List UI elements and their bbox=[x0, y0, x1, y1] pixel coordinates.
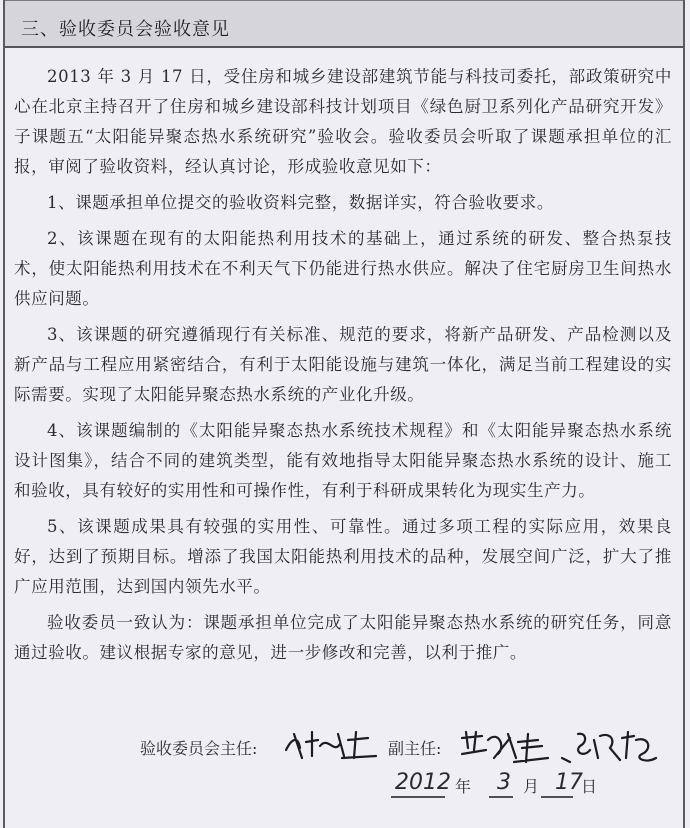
date-row bbox=[395, 768, 675, 804]
date-year-handwritten: 2012 bbox=[395, 770, 451, 795]
paragraph-item-2: 2、该课题在现有的太阳能热利用技术的基础上，通过系统的研发、整合热泵技术，使太阳能热利用技术在不利天气下仍能进行热水供应。解决了住宅厨房卫生间热水供应问题。 bbox=[14, 229, 672, 308]
paragraph-item-4: 4、该课题编制的《太阳能异聚态热水系统技术规程》和《太阳能异聚态热水系统设计图集》，结合不同的建筑类型，能有效地指导太阳能异聚态热水系统的设计、施工和验收，具有较好的实用性和可操作性，有利于科研成果转化为现实生产力。 bbox=[14, 421, 672, 500]
paragraph-item-3: 3、该课题的研究遵循现行有关标准、规范的要求，将新产品研发、产品检测以及新产品与工程应用紧密结合，有利于太阳能设施与建筑一体化，满足当前工程建设的实际需要。实现了太阳能异聚态热水系统的产业化升级。 bbox=[14, 325, 672, 404]
chair-signature bbox=[282, 728, 382, 762]
opinion-body bbox=[14, 62, 672, 674]
frame-right-border bbox=[683, 0, 685, 828]
section-title: 三、验收委员会验收意见 bbox=[21, 19, 230, 40]
date-year-label: 年 bbox=[455, 777, 472, 796]
date-day-handwritten: 17 bbox=[555, 770, 583, 795]
vice-chair-label: 副主任: bbox=[388, 739, 442, 758]
section-header bbox=[5, 1, 683, 48]
paragraph-intro: 2013 年 3 月 17 日，受住房和城乡建设部建筑节能与科技司委托，部政策研究中心在北京主持召开了住房和城乡建设部科技计划项目《绿色厨卫系列化产品研究开发》子课题五“太阳能异聚态热水系统研究”验收会。验收委员会听取了课题承担单位的汇报，审阅了验收资料，经认真讨论，形成验收意见如下： bbox=[14, 67, 672, 176]
paragraph-conclusion: 验收委员一致认为：课题承担单位完成了太阳能异聚态热水系统的研究任务，同意通过验收。建议根据专家的意见，进一步修改和完善，以利于推广。 bbox=[14, 613, 672, 662]
frame-left-border bbox=[3, 0, 5, 828]
signature-row bbox=[140, 728, 680, 768]
date-month-label: 月 bbox=[523, 777, 540, 796]
paragraph-item-5: 5、该课题成果具有较强的实用性、可靠性。通过多项工程的实际应用，效果良好，达到了预期目标。增添了我国太阳能热利用技术的品种，发展空间广泛，扩大了推广应用范围，达到国内领先水平。 bbox=[14, 517, 672, 596]
paragraph-item-1: 1、课题承担单位提交的验收资料完整，数据详实，符合验收要求。 bbox=[47, 193, 554, 212]
vice-chair-signature-2 bbox=[560, 728, 660, 766]
date-day-label: 日 bbox=[581, 777, 598, 796]
date-underline bbox=[391, 794, 591, 800]
date-month-handwritten: 3 bbox=[497, 770, 511, 795]
vice-chair-signature-1 bbox=[458, 728, 554, 766]
chair-label: 验收委员会主任: bbox=[140, 739, 258, 758]
